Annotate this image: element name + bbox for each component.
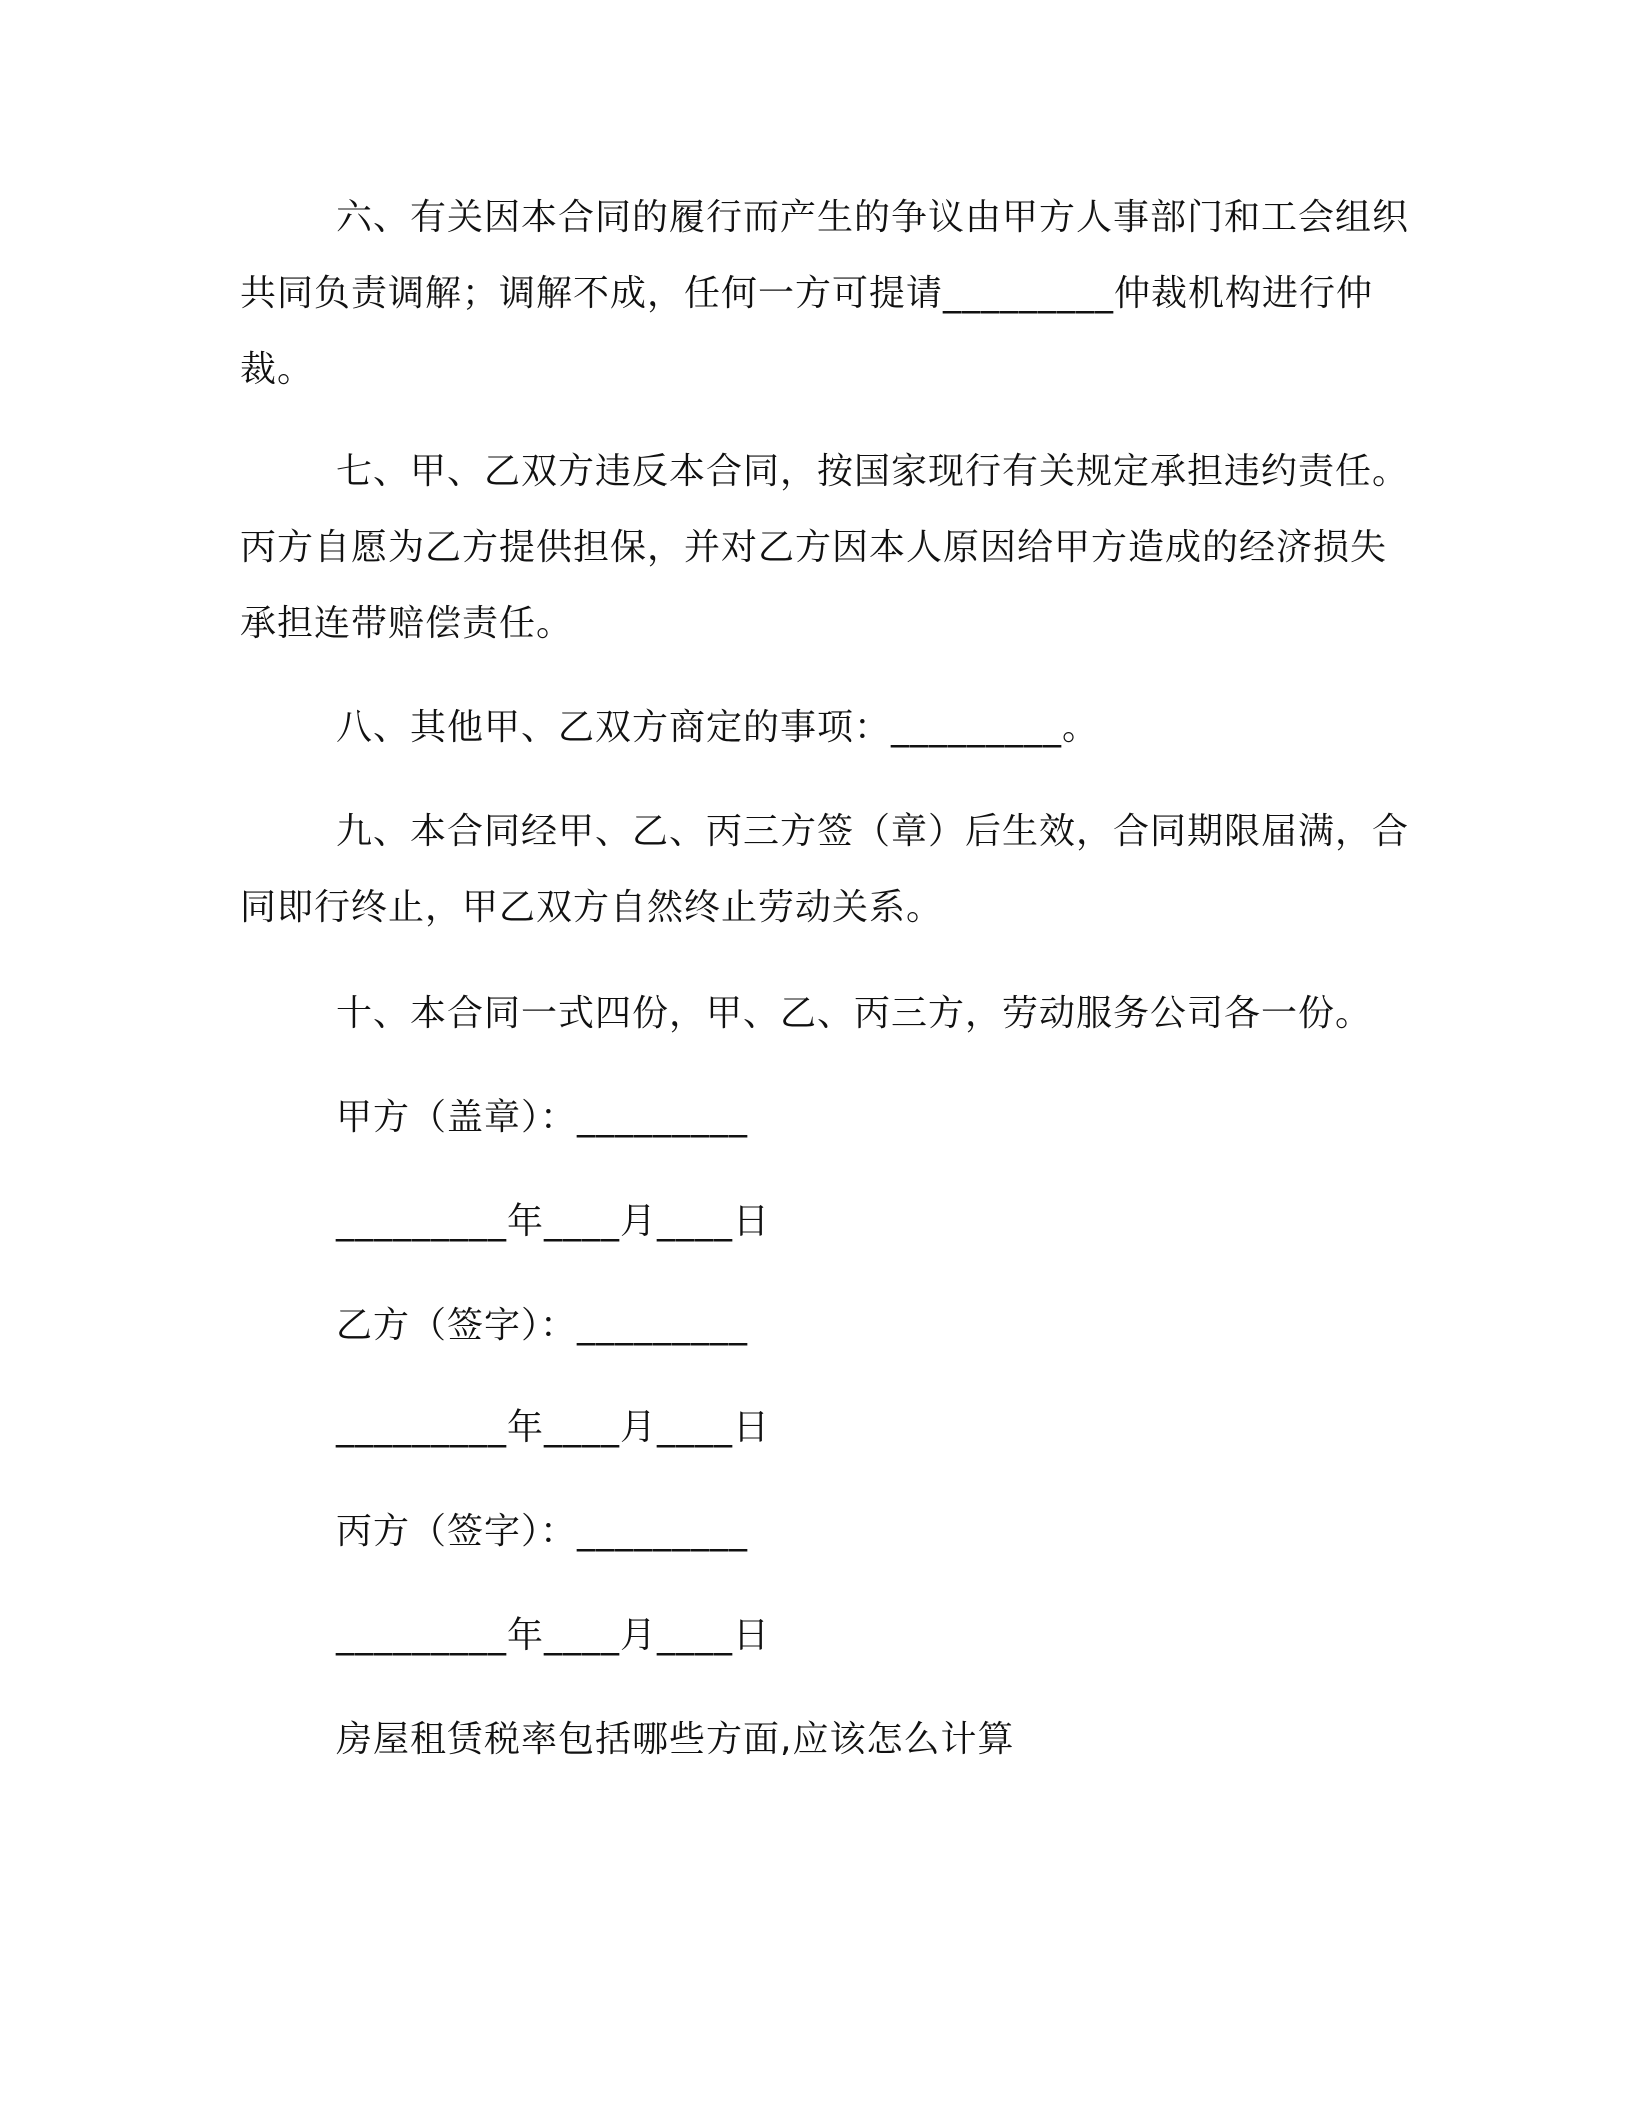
clause-nine: [240, 794, 1420, 946]
party-c-signature: [336, 1494, 748, 1570]
clause-six-text: 六、有关因本合同的履行而产生的争议由甲方人事部门和工会组织共同负责调解；调解不成，任何一方可提请_________仲裁机构进行仲裁。: [240, 197, 1410, 390]
party-a-signature-text: 甲方（盖章）：_________: [336, 1097, 749, 1138]
party-a-date: [336, 1184, 770, 1260]
party-b-signature: [336, 1288, 748, 1364]
clause-six: [240, 180, 1420, 408]
party-b-signature-text: 乙方（签字）：_________: [336, 1305, 749, 1346]
clause-eight-text: 八、其他甲、乙双方商定的事项：_________。: [336, 707, 1100, 748]
party-b-date: [336, 1390, 770, 1466]
clause-seven-text: 七、甲、乙双方违反本合同，按国家现行有关规定承担违约责任。丙方自愿为乙方提供担保，并对乙方因本人原因给甲方造成的经济损失承担连带赔偿责任。: [240, 451, 1410, 644]
clause-ten: [240, 976, 1420, 1052]
party-c-date: [336, 1598, 770, 1674]
party-a-signature: [336, 1080, 748, 1156]
footer-title: [336, 1702, 1014, 1778]
party-c-date-text: _________年____月____日: [336, 1615, 770, 1656]
footer-title-text: 房屋租赁税率包括哪些方面,应该怎么计算: [336, 1719, 1015, 1760]
party-b-date-text: _________年____月____日: [336, 1407, 770, 1448]
party-a-date-text: _________年____月____日: [336, 1201, 770, 1242]
clause-nine-text: 九、本合同经甲、乙、丙三方签（章）后生效，合同期限届满，合同即行终止，甲乙双方自然终止劳动关系。: [240, 811, 1410, 928]
clause-ten-text: 十、本合同一式四份，甲、乙、丙三方，劳动服务公司各一份。: [336, 993, 1373, 1034]
clause-seven: [240, 434, 1420, 662]
party-c-signature-text: 丙方（签字）：_________: [336, 1511, 749, 1552]
clause-eight: [240, 690, 1420, 766]
